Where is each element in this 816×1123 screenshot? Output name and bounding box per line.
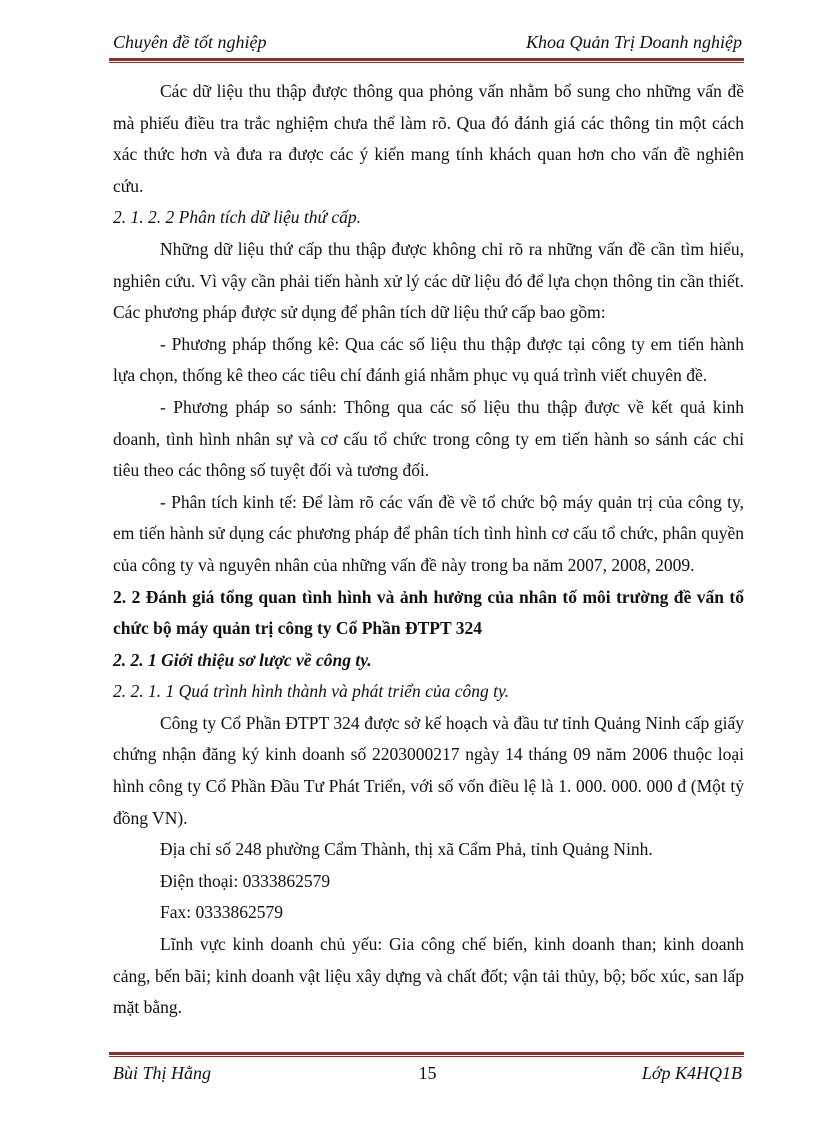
- paragraph: Những dữ liệu thứ cấp thu thập được không chỉ rõ ra những vấn đề cần tìm hiểu, nghiên cứu. Vì vậy cần phải tiến hành xử lý các dữ liệu đó để lựa chọn thông tin cần thiết. Các phương pháp được sử dụng để phân tích dữ liệu thứ cấp bao gồm:: [113, 238, 744, 323]
- footer-author: Bùi Thị Hằng: [113, 1063, 212, 1083]
- section-heading: 2. 2 Đánh giá tổng quan tình hình và ảnh hưởng của nhân tố môi trường đề vấn tổ chức bộ máy quản trị công ty Cổ Phần ĐTPT 324: [113, 586, 744, 639]
- section-heading: 2. 1. 2. 2 Phân tích dữ liệu thứ cấp.: [113, 207, 362, 228]
- phone-line: Điện thoại: 0333862579: [160, 870, 331, 891]
- paragraph: Công ty Cổ Phần ĐTPT 324 được sở kế hoạch và đầu tư tỉnh Quảng Ninh cấp giấy chứng nhận đăng ký kinh doanh số 2203000217 ngày 14 tháng 09 năm 2006 thuộc loại hình công ty Cổ Phần Đầu Tư Phát Triển, với số vốn điều lệ là 1. 000. 000. 000 đ (Một tỷ đồng VN).: [113, 712, 744, 828]
- address-line: Địa chỉ số 248 phường Cẩm Thành, thị xã Cẩm Phả, tỉnh Quảng Ninh.: [160, 839, 653, 860]
- paragraph: Các dữ liệu thu thập được thông qua phỏng vấn nhằm bổ sung cho những vấn đề mà phiếu điều tra trắc nghiệm chưa thể làm rõ. Qua đó đánh giá các thông tin một cách xác thức hơn và đưa ra được các ý kiến mang tính khách quan hơn cho vấn đề nghiên cứu.: [113, 81, 744, 196]
- list-item: - Phương pháp so sánh: Thông qua các số liệu thu thập được về kết quả kinh doanh, tình hình nhân sự và cơ cấu tổ chức trong công ty em tiến hành so sánh các chỉ tiêu theo các thông số tuyệt đối và tương đối.: [113, 396, 744, 481]
- page-header: [113, 30, 742, 56]
- list-item: - Phương pháp thống kê: Qua các số liệu thu thập được tại công ty em tiến hành lựa chọn, thống kê theo các tiêu chí đánh giá nhằm phục vụ quá trình viết chuyên đề.: [113, 333, 744, 386]
- subsection-heading: 2. 2. 1 Giới thiệu sơ lược về công ty.: [113, 649, 372, 670]
- footer-class: Lớp K4HQ1B: [641, 1063, 742, 1083]
- header-rule: [109, 58, 744, 64]
- header-right: Khoa Quản Trị Doanh nghiệp: [525, 32, 742, 52]
- fax-line: Fax: 0333862579: [160, 902, 283, 923]
- page-number: 15: [418, 1063, 437, 1083]
- subsubsection-heading: 2. 2. 1. 1 Quá trình hình thành và phát triển của công ty.: [113, 681, 510, 702]
- page-footer: [113, 1063, 742, 1089]
- footer-rule: [109, 1052, 744, 1058]
- header-left: Chuyên đề tốt nghiệp: [113, 32, 267, 52]
- paragraph: Lĩnh vực kinh doanh chủ yếu: Gia công chế biến, kinh doanh than; kinh doanh cảng, bến bãi; kinh doanh vật liệu xây dựng và chất đốt; vận tải thủy, bộ; bốc xúc, san lấp mặt bằng.: [113, 934, 744, 1018]
- list-item: - Phân tích kinh tế: Để làm rõ các vấn đề về tổ chức bộ máy quản trị của công ty, em tiến hành sử dụng các phương pháp để phân tích tình hình cơ cấu tổ chức, phân quyền của công ty và nguyên nhân của những vấn đề này trong ba năm 2007, 2008, 2009.: [113, 491, 744, 575]
- page-body: [113, 76, 744, 1024]
